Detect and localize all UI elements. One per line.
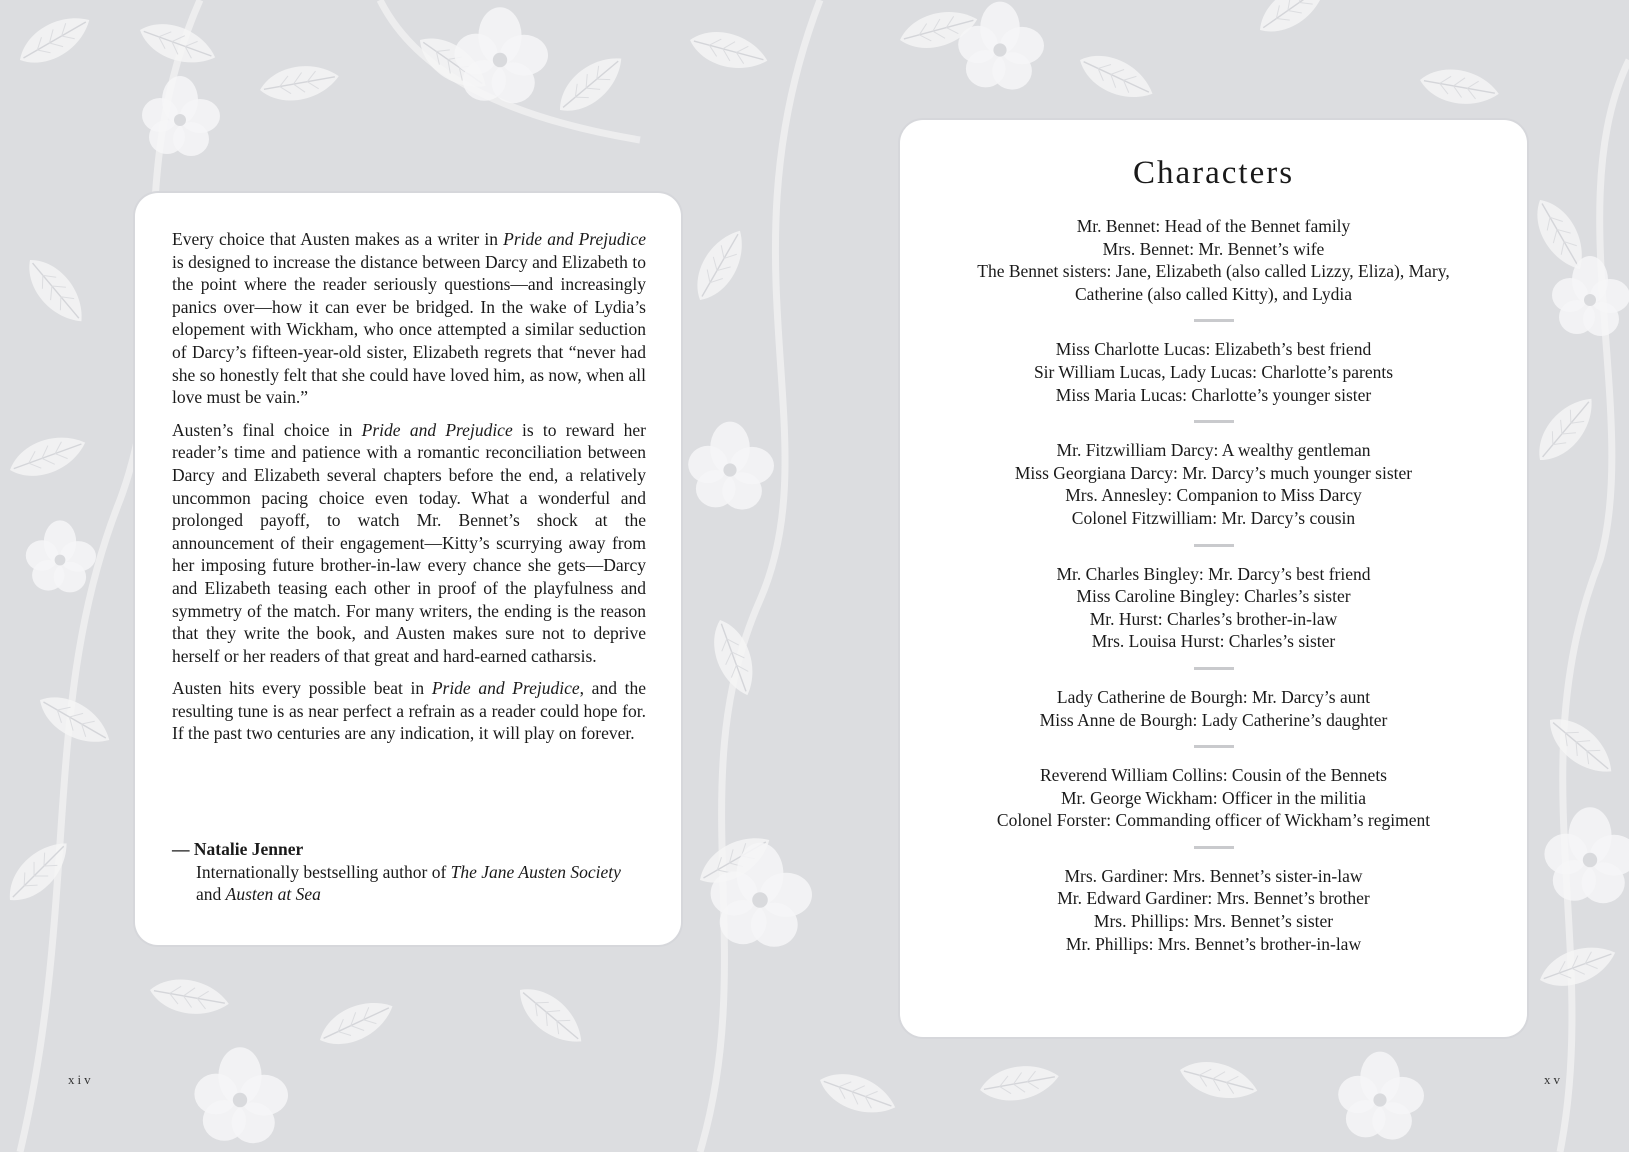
character-entry: Mr. Fitzwilliam Darcy: A wealthy gentleman [1056, 440, 1371, 461]
character-group [905, 338, 1522, 406]
character-entry: Colonel Forster: Commanding officer of Wickham’s regiment [996, 810, 1431, 831]
character-entry: Catherine (also called Kitty), and Lydia [1075, 283, 1352, 304]
character-entry: Mrs. Annesley: Companion to Miss Darcy [1065, 485, 1362, 506]
group-divider [1194, 420, 1234, 423]
character-group [905, 686, 1522, 731]
italic-title: Pride and Prejudice [361, 419, 513, 440]
character-group [905, 215, 1522, 305]
character-entry: Mr. Phillips: Mrs. Bennet’s brother-in-law [1065, 933, 1362, 954]
paragraph-text: Every choice that Austen makes as a writer in [172, 229, 504, 249]
italic-title: Pride and Prejudice [503, 229, 646, 249]
character-entry: Lady Catherine de Bourgh: Mr. Darcy’s aunt [1056, 686, 1371, 707]
character-entry: Miss Charlotte Lucas: Elizabeth’s best friend [1055, 339, 1372, 360]
author-name: — Natalie Jenner [172, 839, 304, 859]
character-list [905, 215, 1522, 955]
character-entry: Sir William Lucas, Lady Lucas: Charlotte’s parents [1033, 361, 1394, 382]
character-group [905, 439, 1522, 529]
author-description: Internationally bestselling author of The Jane Austen Society and Austen at Sea [196, 861, 621, 905]
group-divider [1194, 667, 1234, 670]
character-entry: Colonel Fitzwilliam: Mr. Darcy’s cousin [1071, 507, 1356, 528]
group-divider [1194, 745, 1234, 748]
character-entry: Mr. George Wickham: Officer in the militia [1061, 787, 1366, 808]
author-signature [172, 838, 646, 906]
character-entry: Mrs. Bennet: Mr. Bennet’s wife [1102, 238, 1325, 259]
characters-heading: Characters [1132, 155, 1295, 191]
character-entry: The Bennet sisters: Jane, Elizabeth (also called Lizzy, Eliza), Mary, [977, 261, 1450, 282]
character-group [905, 865, 1522, 955]
character-group [905, 764, 1522, 832]
book-title: Austen at Sea [225, 884, 321, 905]
essay-panel [140, 198, 676, 940]
character-entry: Mr. Charles Bingley: Mr. Darcy’s best friend [1056, 563, 1371, 584]
character-entry: Mrs. Louisa Hurst: Charles’s sister [1091, 631, 1336, 652]
book-title: The Jane Austen Society [450, 861, 621, 882]
characters-panel [905, 125, 1522, 1032]
character-entry: Miss Georgiana Darcy: Mr. Darcy’s much younger sister [1014, 462, 1413, 483]
character-entry: Mrs. Phillips: Mrs. Bennet’s sister [1093, 911, 1334, 932]
paragraph-text: , and the resulting tune is as near perfect a refrain as a reader could hope for. If the past two centuries are any indication, it will play on forever. [172, 678, 646, 744]
character-entry: Miss Caroline Bingley: Charles’s sister [1076, 586, 1351, 607]
character-entry: Miss Maria Lucas: Charlotte’s younger sister [1055, 384, 1372, 405]
character-entry: Reverend William Collins: Cousin of the Bennets [1040, 765, 1387, 786]
paragraph-text: Austen hits every possible beat in [172, 678, 432, 699]
paragraph-text: is designed to increase the distance between Darcy and Elizabeth to the point where the reader seriously questions—and increasingly panics over—how it can ever be bridged. In the wake of Lydia’s elopement with Wickham, who once attempted a similar seduction of Darcy’s fifteen-year-old sister, Elizabeth regrets that “never had she so honestly felt that she could have loved him, as now, when all love must be vain.” [172, 251, 646, 408]
paragraph-text: Austen’s final choice in [172, 419, 362, 440]
character-entry: Mr. Edward Gardiner: Mrs. Bennet’s brother [1057, 888, 1370, 909]
character-entry: Mr. Hurst: Charles’s brother-in-law [1089, 608, 1338, 629]
essay-body [172, 228, 646, 755]
character-entry: Mr. Bennet: Head of the Bennet family [1076, 216, 1351, 236]
essay-paragraph [172, 677, 646, 745]
page-number-left: xiv [68, 1072, 94, 1087]
group-divider [1194, 846, 1234, 849]
italic-title: Pride and Prejudice [431, 678, 580, 699]
character-group [905, 563, 1522, 653]
character-entry: Mrs. Gardiner: Mrs. Bennet’s sister-in-law [1064, 865, 1363, 886]
paragraph-text: is to reward her reader’s time and patience with a romantic reconciliation between Darcy and Elizabeth several chapters before the end, a relatively uncommon pacing choice even today. What a wonderful and prolonged payoff, to watch Mr. Bennet’s shock at the announcement of their engagement—Kitty’s scurrying away from her imposing future brother-in-law every chance she gets—Darcy and Elizabeth teasing each other in proof of the playfulness and symmetry of the match. For many writers, the ending is the reason that they write the book, and Austen makes sure not to deprive herself or her readers of that great and hard-earned catharsis. [172, 419, 646, 666]
group-divider [1194, 319, 1234, 322]
essay-paragraph [172, 228, 646, 409]
page-number-right: xv [1544, 1072, 1563, 1087]
character-entry: Miss Anne de Bourgh: Lady Catherine’s daughter [1039, 709, 1388, 730]
essay-paragraph [172, 419, 646, 668]
group-divider [1194, 544, 1234, 547]
